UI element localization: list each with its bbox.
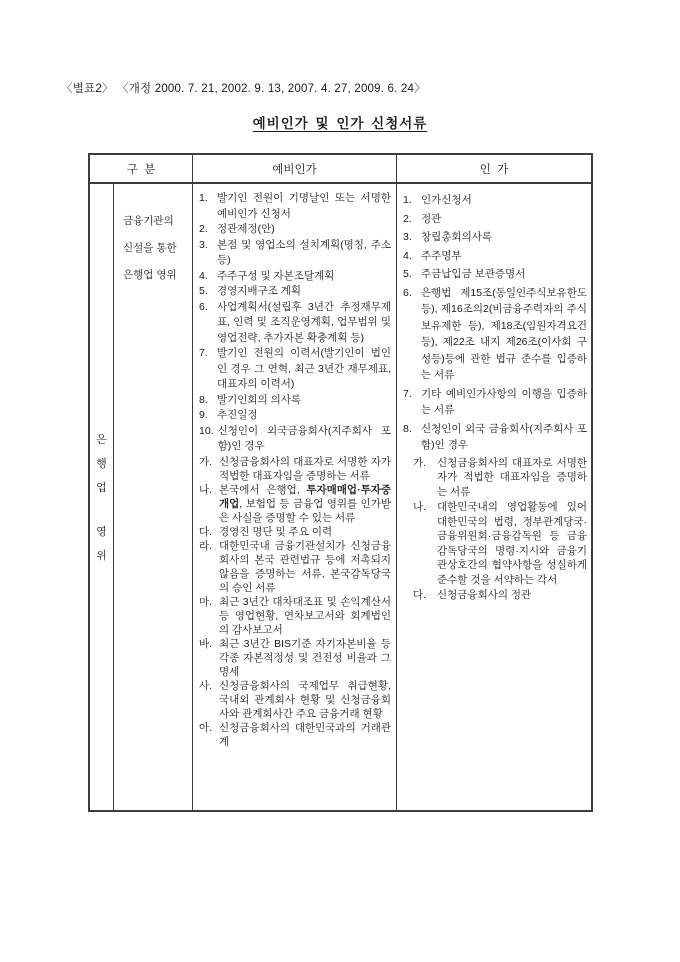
item-marker: 6. — [199, 300, 208, 313]
list-item — [413, 500, 587, 587]
list-item — [199, 191, 391, 222]
vertical-label-char: 은 — [96, 434, 107, 446]
list-item — [199, 721, 391, 749]
list-item — [199, 483, 391, 525]
item-marker: 8. — [199, 393, 208, 406]
item-marker: 다. — [199, 525, 213, 538]
table-body-row — [90, 184, 591, 810]
category-line: 금융기관의 — [123, 215, 174, 227]
item-marker: 6. — [403, 286, 412, 299]
item-marker: 사. — [199, 679, 213, 692]
item-text: 최근 3년간 대차대조표 및 손익계산서 등 영업현황, 연차보고서와 회계법인의 감사보고서 — [219, 595, 391, 636]
item-marker: 7. — [403, 387, 412, 400]
item-text: 창립총회의사록 — [421, 231, 493, 243]
vertical-label-char: 위 — [96, 550, 107, 562]
item-text: 대한민국내의 영업활동에 있어 대한민국의 법령, 정부관계당국·금융위원회·금융감독원 등 금융감독당국의 명령·지시와 금융기관상호간의 협약사항을 성실하게 준수할 것을 서약하는 각서 — [437, 501, 587, 586]
item-text: 은행법 제15조(동일인주식보유한도 등), 제16조의2(비금융주력자의 주식보유제한 등), 제18조(임원자격요건 등), 제22조 내지 제26조(이사회 구성등)등에 관한 법규 준수를 입증하는 서류 — [421, 286, 587, 381]
list-item — [199, 455, 391, 483]
item-marker: 5. — [403, 268, 412, 280]
item-text: 주금납입금 보관증명서 — [421, 268, 526, 280]
list-item — [199, 637, 391, 679]
item-text: 사업계획서(설립후 3년간 추정재무제표, 인력 및 조직운영계획, 업무범위 및 영업전략, 추가자본 확충계획 등) — [217, 300, 391, 344]
item-marker: 1. — [199, 192, 208, 204]
item-marker: 나. — [199, 483, 213, 496]
item-text: 신청금융회사의 대한민국과의 거래관계 — [219, 721, 391, 748]
item-text: 신청금융회사의 대표자로 서명한 자가 적법한 대표자임을 증명하는 서류 — [437, 456, 587, 498]
item-marker: 2. — [403, 212, 412, 225]
item-marker: 마. — [199, 595, 213, 608]
item-text: 발기인 전원이 기명날인 또는 서명한 예비인가 신청서 — [217, 192, 391, 220]
list-item — [403, 421, 587, 454]
header-cell-approval: 인 가 — [479, 163, 509, 176]
item-text: 경영진 명단 및 주요 이력 — [219, 525, 333, 538]
category-line: 은행업 영위 — [123, 269, 177, 281]
item-marker: 3. — [199, 238, 208, 251]
header-cell-category: 구 분 — [90, 155, 193, 182]
list-item — [199, 269, 391, 285]
table-header-row — [90, 155, 591, 184]
item-text: 정관제정(안) — [217, 223, 275, 235]
list-item — [413, 456, 587, 500]
item-marker: 8. — [403, 422, 412, 435]
item-text — [219, 483, 391, 525]
list-item — [199, 222, 391, 238]
vertical-label-char: 영 — [96, 526, 107, 538]
list-item — [199, 525, 391, 539]
item-text-segment: 본국에서 은행업, — [219, 483, 307, 496]
item-text: 경영지배구조 계획 — [217, 285, 302, 297]
item-text: 신청인이 외국 금융회사(지주회사 포함)인 경우 — [421, 422, 587, 451]
page-title: 예비인가 및 인가 신청서류 — [252, 116, 428, 131]
list-item — [199, 300, 391, 347]
item-marker: 4. — [199, 269, 208, 282]
row-label-banking-business — [90, 184, 114, 810]
item-text: 기타 예비인가사항의 이행을 입증하는 서류 — [421, 387, 587, 416]
application-documents-table — [88, 153, 593, 812]
item-marker: 다. — [413, 589, 427, 601]
list-item — [199, 424, 391, 455]
vertical-label-char: 업 — [96, 482, 107, 494]
item-marker: 아. — [199, 721, 213, 734]
item-text: 주주구성 및 자본조달계획 — [217, 269, 335, 282]
category-cell-new-bank-establishment — [114, 184, 193, 810]
item-marker: 2. — [199, 223, 208, 235]
list-item — [403, 211, 587, 228]
item-text: 주주명부 — [421, 249, 462, 262]
item-marker: 가. — [413, 456, 427, 469]
item-text: 신청금융회사의 대표자로 서명한 자가 적법한 대표자임을 증명하는 서류 — [219, 455, 391, 482]
revision-note: 〈별표2〉 〈개정 2000. 7. 21, 2002. 9. 13, 2007. 4. 27, 2009. 6. 24〉 — [61, 83, 426, 95]
approval-document-list — [397, 184, 591, 810]
item-marker: 바. — [199, 637, 213, 650]
list-item — [199, 346, 391, 393]
list-item — [403, 192, 587, 209]
item-text-segment: , 보험업 등 금융업 영위를 인가받은 사실을 증명할 수 있는 서류 — [219, 497, 391, 524]
list-item — [403, 229, 587, 246]
preliminary-approval-document-list — [193, 184, 397, 810]
list-item — [199, 539, 391, 595]
item-text: 본점 및 영업소의 설치계획(명칭, 주소 등) — [217, 238, 391, 266]
item-marker: 라. — [199, 539, 213, 552]
item-text: 대한민국내 금융기관설치가 신청금융회사의 본국 관련법규 등에 저촉되지 않음을 증명하는 서류, 본국감독당국의 승인 서류 — [219, 539, 391, 594]
list-item — [199, 408, 391, 424]
list-item — [403, 248, 587, 265]
item-marker: 10. — [199, 424, 214, 437]
list-item — [403, 266, 587, 283]
item-marker: 4. — [403, 249, 412, 262]
item-text: 신청금융회사의 국제업무 취급현황, 국내외 관계회사 현황 및 신청금융회사와 관계회사간 주요 금융거래 현황 — [219, 679, 391, 720]
item-text: 발기인 전원의 이력서(발기인이 법인인 경우 그 연혁, 최근 3년간 재무제표, 대표자의 이력서) — [217, 347, 391, 390]
item-text: 정관 — [421, 212, 442, 225]
item-marker: 7. — [199, 347, 208, 359]
list-item — [403, 285, 587, 384]
item-marker: 9. — [199, 409, 208, 421]
item-text-bold-segment: 투자매매업·투자중개업 — [219, 483, 391, 510]
item-text: 최근 3년간 BIS기준 자기자본비율 등 각종 자본적정성 및 건전성 비율과 그 명세 — [219, 637, 391, 678]
list-item — [403, 386, 587, 419]
item-marker: 가. — [199, 455, 213, 468]
vertical-label-char: 행 — [96, 458, 107, 470]
item-marker: 나. — [413, 501, 427, 513]
item-text: 추진일정 — [217, 409, 258, 421]
category-line: 신설을 통한 — [123, 242, 177, 254]
item-marker: 1. — [403, 194, 412, 206]
list-item — [199, 284, 391, 300]
item-text: 신청금융회사의 정관 — [437, 589, 532, 601]
list-item — [199, 238, 391, 269]
list-item — [199, 595, 391, 637]
item-text: 신청인이 외국금융회사(지주회사 포함)인 경우 — [217, 424, 391, 452]
list-item — [199, 679, 391, 721]
item-text: 발기인회의 의사록 — [217, 393, 302, 406]
list-item — [413, 588, 587, 603]
item-marker: 3. — [403, 231, 412, 243]
header-cell-preliminary-approval: 예비인가 — [193, 155, 397, 182]
item-marker: 5. — [199, 285, 208, 297]
list-item — [199, 393, 391, 409]
item-text: 인가신청서 — [421, 194, 472, 206]
